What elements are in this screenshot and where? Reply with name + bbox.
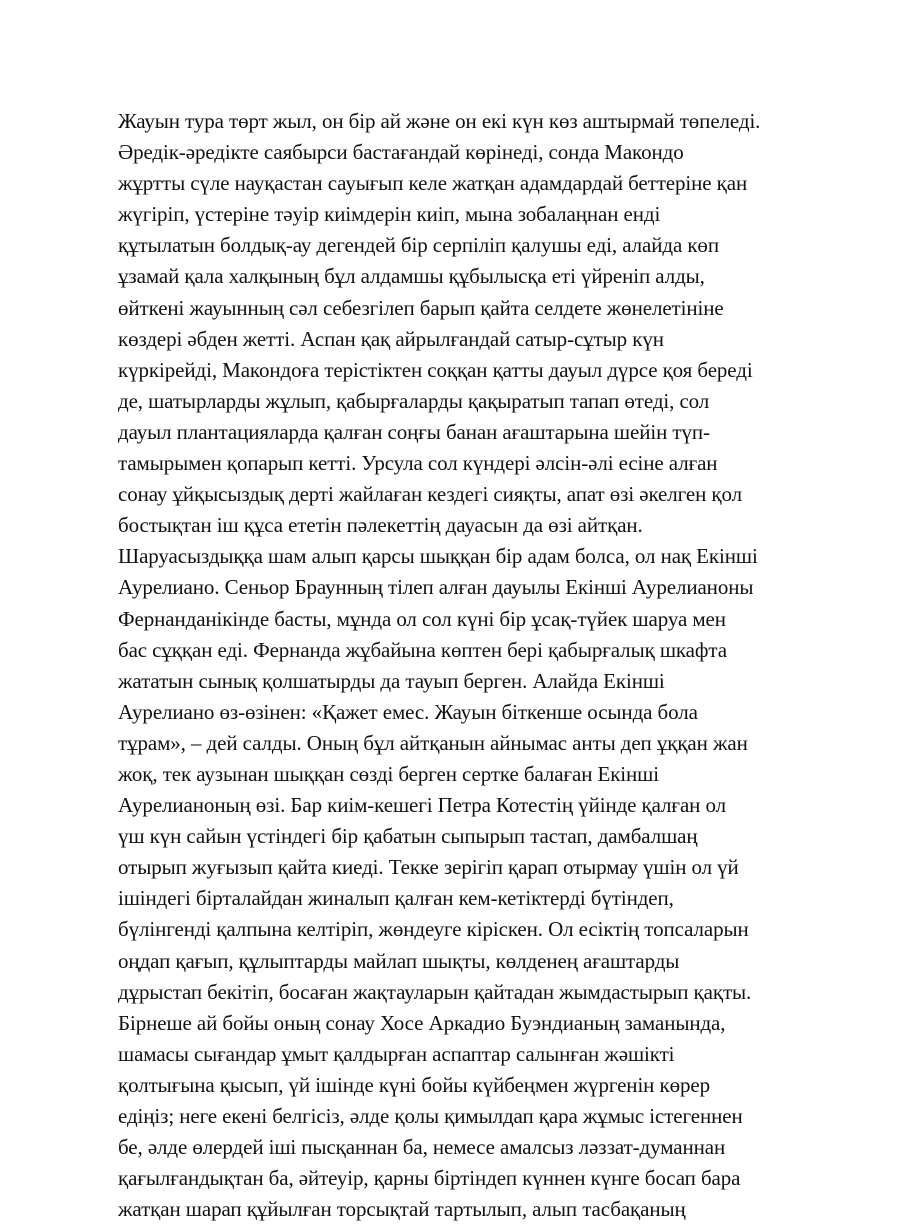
text-line: жататын сынық қолшатырды да тауып берген. Алайда Екінші — [118, 668, 665, 693]
text-line: Аурелианоның өзі. Бар киім-кешегі Петра Котестің үйінде қалған ол — [118, 793, 726, 818]
text-line: де, шатырларды жұлып, қабырғаларды қақыратып тапап өтеді, сол — [118, 388, 710, 413]
text-line: бас сұққан еді. Фернанда жұбайына көптен бері қабырғалық шкафта — [118, 637, 727, 662]
text-line: дұрыстап бекітіп, босаған жақтауларын қайтадан жымдастырып қақты. — [118, 979, 752, 1004]
text-line: ішіндегі бірталайдан жиналып қалған кем-кетіктерді бүтіндеп, — [118, 886, 674, 911]
text-line: үш күн сайын үстіндегі бір қабатын сыпырып тастап, дамбалшаң — [118, 824, 698, 849]
text-line: едіңіз; неге екені белгісіз, әлде қолы қимылдап қара жұмыс істегеннен — [118, 1104, 743, 1128]
text-line: құтылатын болдық-ау дегендей бір серпіліп қалушы еді, алайда көп — [118, 233, 719, 258]
body-text — [118, 106, 808, 1225]
text-line: Бірнеше ай бойы оның сонау Хосе Аркадио Буэндианың заманында, — [118, 1010, 726, 1035]
text-line: жүгіріп, үстеріне тәуір киімдерін киіп, мына зобалаңнан енді — [118, 202, 661, 227]
text-line: бостықтан іш құса ететін пәлекеттің дауасын да өзі айтқан. — [118, 513, 643, 538]
text-line: оңдап қағып, құлыптарды майлап шықты, көлденең ағаштарды — [118, 948, 680, 973]
text-line: жатқан шарап құйылған торсықтай тартылып, алып тасбақаның — [118, 1197, 686, 1222]
text-line: Фернанданікінде басты, мұнда ол сол күні бір ұсақ-түйек шаруа мен — [118, 606, 726, 631]
text-line: Шаруасыздыққа шам алып қарсы шыққан бір адам болса, ол нақ Екінші — [118, 544, 758, 569]
text-line: Аурелиано өз-өзінен: «Қажет емес. Жауын біткенше осында бола — [118, 699, 698, 724]
text-line: Аурелиано. Сеньор Браунның тілеп алған дауылы Екінші Аурелианоны — [118, 575, 754, 600]
text-line: сонау ұйқысыздық дерті жайлаған кездегі сияқты, апат өзі әкелген қол — [118, 482, 742, 507]
text-line: бе, әлде өлердей іші пысқаннан ба, немесе амалсыз ләззат-думаннан — [118, 1135, 726, 1160]
text-line: дауыл плантацияларда қалған соңғы банан ағаштарына шейін түп- — [118, 419, 710, 444]
text-line: Жауын тура төрт жыл, он бір ай және он екі күн көз аштырмай төпеледі. — [118, 109, 761, 133]
text-line: отырып жуғызып қайта киеді. Текке зерігіп қарап отырмау үшін ол үй — [118, 855, 739, 880]
text-line: қағылғандықтан ба, әйтеуір, қарны біртіндеп күннен күнге босап бара — [118, 1166, 741, 1191]
text-line: өйткені жауынның сәл себезгілеп барып қайта селдете жөнелетініне — [118, 295, 724, 320]
text-line: жұртты сүле науқастан сауығып келе жатқан адамдардай беттеріне қан — [118, 171, 748, 196]
text-line: жоқ, тек аузынан шыққан сөзді берген сертке балаған Екінші — [118, 761, 659, 786]
text-line: тұрам», – дей салды. Оның бұл айтқанын айнымас анты деп ұққан жан — [118, 730, 748, 755]
text-line: тамырымен қопарып кетті. Урсула сол күндері әлсін-әлі есіне алған — [118, 451, 718, 476]
text-line: бүлінгенді қалпына келтіріп, жөндеуге кіріскен. Ол есіктің топсаларын — [118, 917, 749, 942]
text-line: күркірейді, Макондоға терістіктен соққан қатты дауыл дүрсе қоя береді — [118, 357, 753, 382]
text-line: шамасы сығандар ұмыт қалдырған аспаптар салынған жәшікті — [118, 1041, 675, 1066]
text-line: қолтығына қысып, үй ішінде күні бойы күйбеңмен жүргенін көрер — [118, 1072, 710, 1097]
text-line: Әредік-әредікте саябырси бастағандай көрінеді, сонда Макондо — [118, 140, 684, 165]
text-line: ұзамай қала халқының бұл алдамшы құбылысқа еті үйреніп алды, — [118, 264, 705, 289]
text-line: көздері әбден жетті. Аспан қақ айрылғандай сатыр-сұтыр күн — [118, 326, 664, 351]
